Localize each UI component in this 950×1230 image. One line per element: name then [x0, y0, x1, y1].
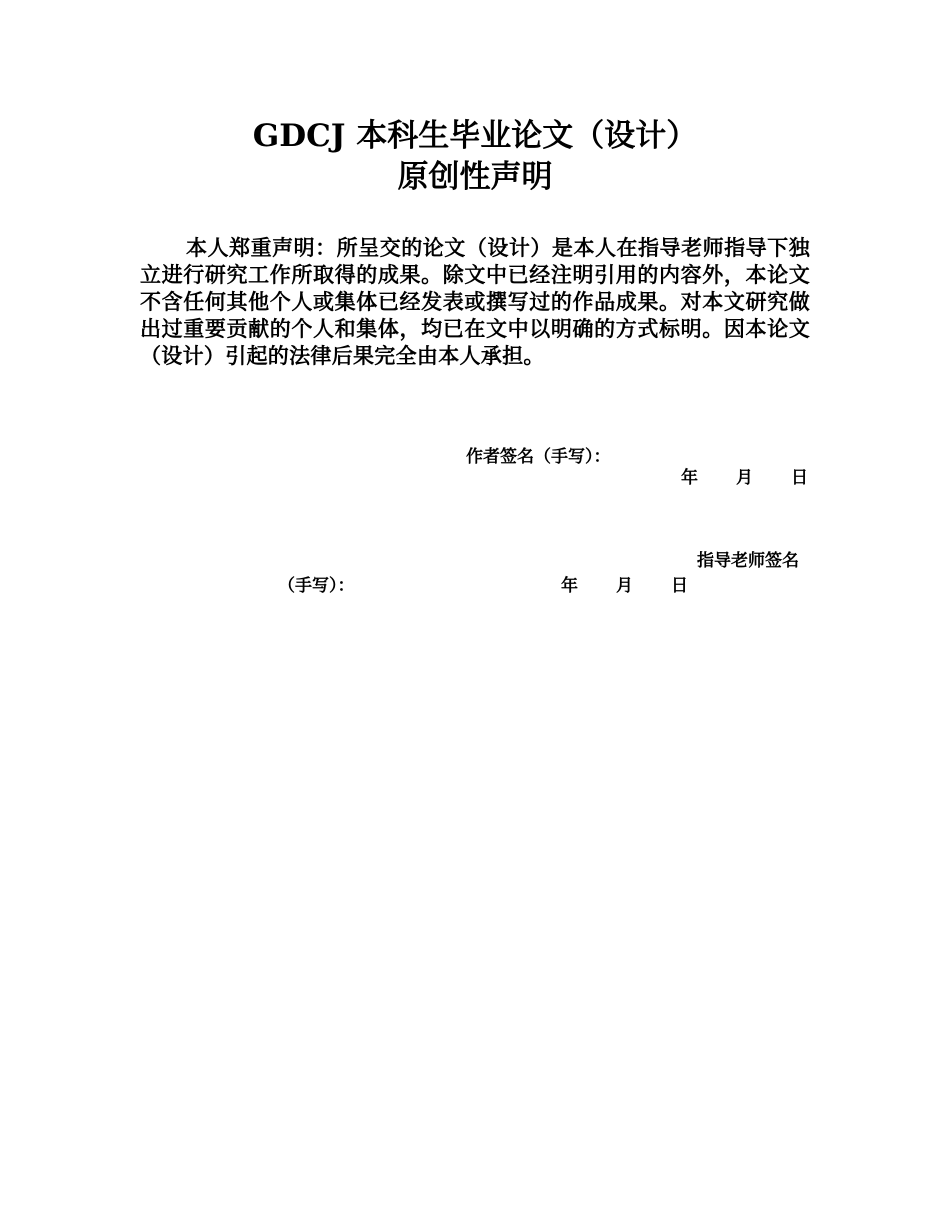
- advisor-signature-label-handwritten: （手写）：: [278, 576, 355, 596]
- author-signature-label: 作者签名（手写）：: [466, 447, 611, 467]
- author-date-year: 年: [681, 468, 698, 488]
- originality-statement: 本人郑重声明：所呈交的论文（设计）是本人在指导老师指导下独立进行研究工作所取得的成果。除文中已经注明引用的内容外，本论文不含任何其他个人或集体已经发表或撰写过的作品成果。对本文研究做出过重要贡献的个人和集体，均已在文中以明确的方式标明。因本论文（设计）引起的法律后果完全由本人承担。: [140, 235, 810, 368]
- advisor-date-day: 日: [671, 576, 688, 596]
- advisor-signature-label: 指导老师签名: [697, 551, 799, 571]
- advisor-date-year: 年: [561, 576, 578, 596]
- advisor-signature-date: [561, 575, 688, 597]
- author-signature-date: [681, 467, 808, 489]
- author-date-day: 日: [791, 468, 808, 488]
- author-date-month: 月: [736, 468, 753, 488]
- advisor-date-month: 月: [616, 576, 633, 596]
- document-title-line2: 原创性声明: [397, 159, 553, 195]
- document-title-line1: GDCJ 本科生毕业论文（设计）: [252, 118, 698, 154]
